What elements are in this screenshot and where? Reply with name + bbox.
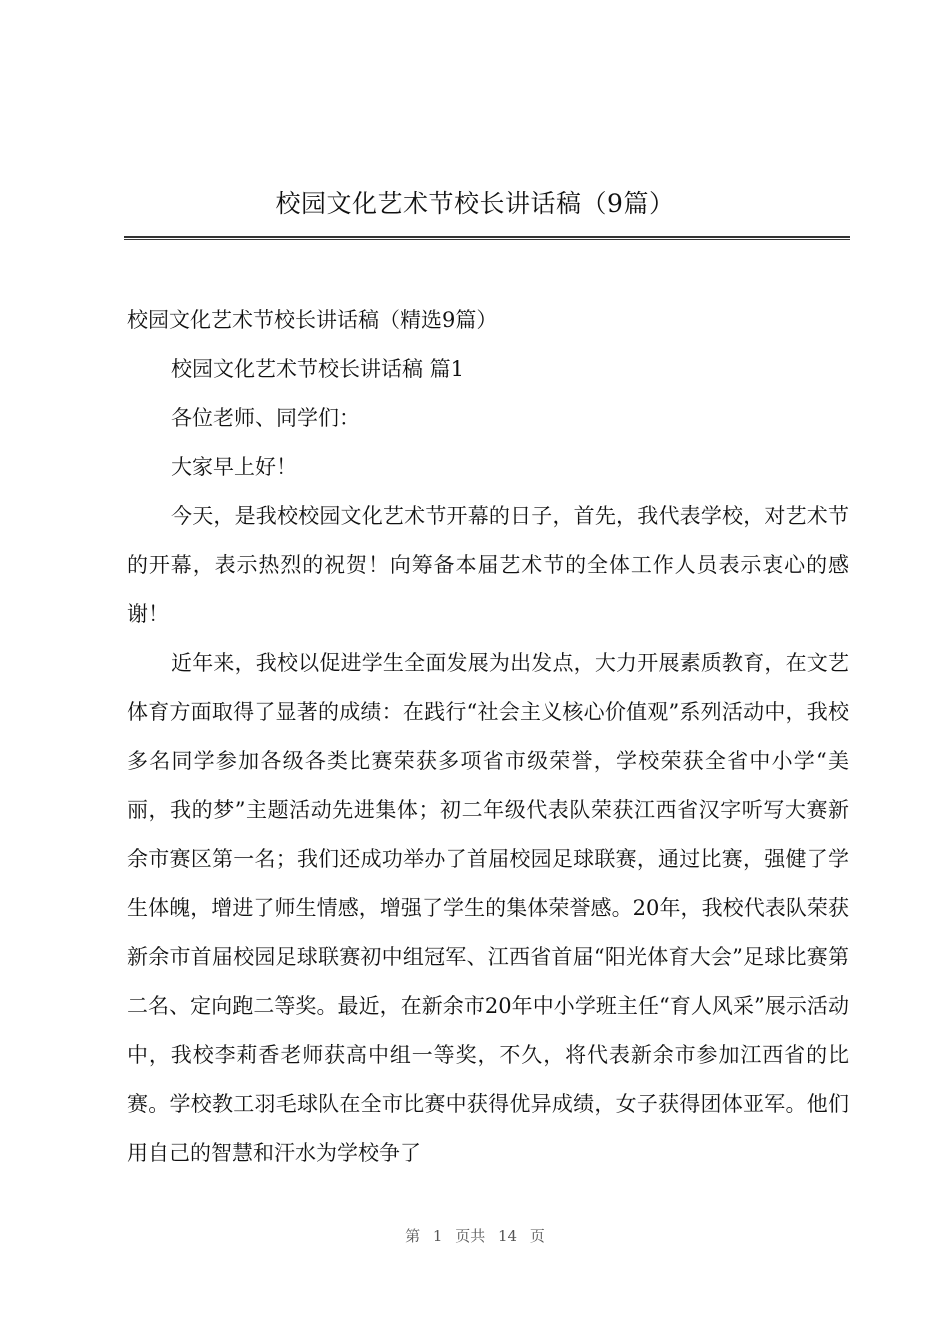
document-body	[127, 296, 849, 1178]
paragraph-section-heading: 校园文化艺术节校长讲话稿 篇1	[171, 357, 465, 381]
title-divider	[124, 236, 850, 240]
paragraph-subtitle: 校园文化艺术节校长讲话稿（精选9篇）	[127, 308, 498, 332]
document-title: 校园文化艺术节校长讲话稿（9篇）	[275, 189, 675, 218]
paragraph-salutation: 各位老师、同学们：	[171, 406, 360, 430]
paragraph-opening: 今天，是我校校园文化艺术节开幕的日子，首先，我代表学校，对艺术节的开幕，表示热烈的祝贺！向筹备本届艺术节的全体工作人员表示衷心的感谢！	[127, 504, 849, 626]
paragraph-achievements: 近年来，我校以促进学生全面发展为出发点，大力开展素质教育，在文艺体育方面取得了显著的成绩：在践行“社会主义核心价值观”系列活动中，我校多名同学参加各级各类比赛荣获多项省市级荣誉，学校荣获全省中小学“美丽，我的梦”主题活动先进集体；初二年级代表队荣获江西省汉字听写大赛新余市赛区第一名；我们还成功举办了首届校园足球联赛，通过比赛，强健了学生体魄，增进了师生情感，增强了学生的集体荣誉感。20年，我校代表队荣获新余市首届校园足球联赛初中组冠军、江西省首届“阳光体育大会”足球比赛第二名、定向跑二等奖。最近，在新余市20年中小学班主任“育人风采”展示活动中，我校李莉香老师获高中组一等奖，不久，将代表新余市参加江西省的比赛。学校教工羽毛球队在全市比赛中获得优异成绩，女子获得团体亚军。他们用自己的智慧和汗水为学校争了	[127, 651, 849, 1165]
page-number-footer: 第 1 页共 14 页	[405, 1227, 545, 1245]
paragraph-greeting: 大家早上好！	[171, 455, 297, 479]
